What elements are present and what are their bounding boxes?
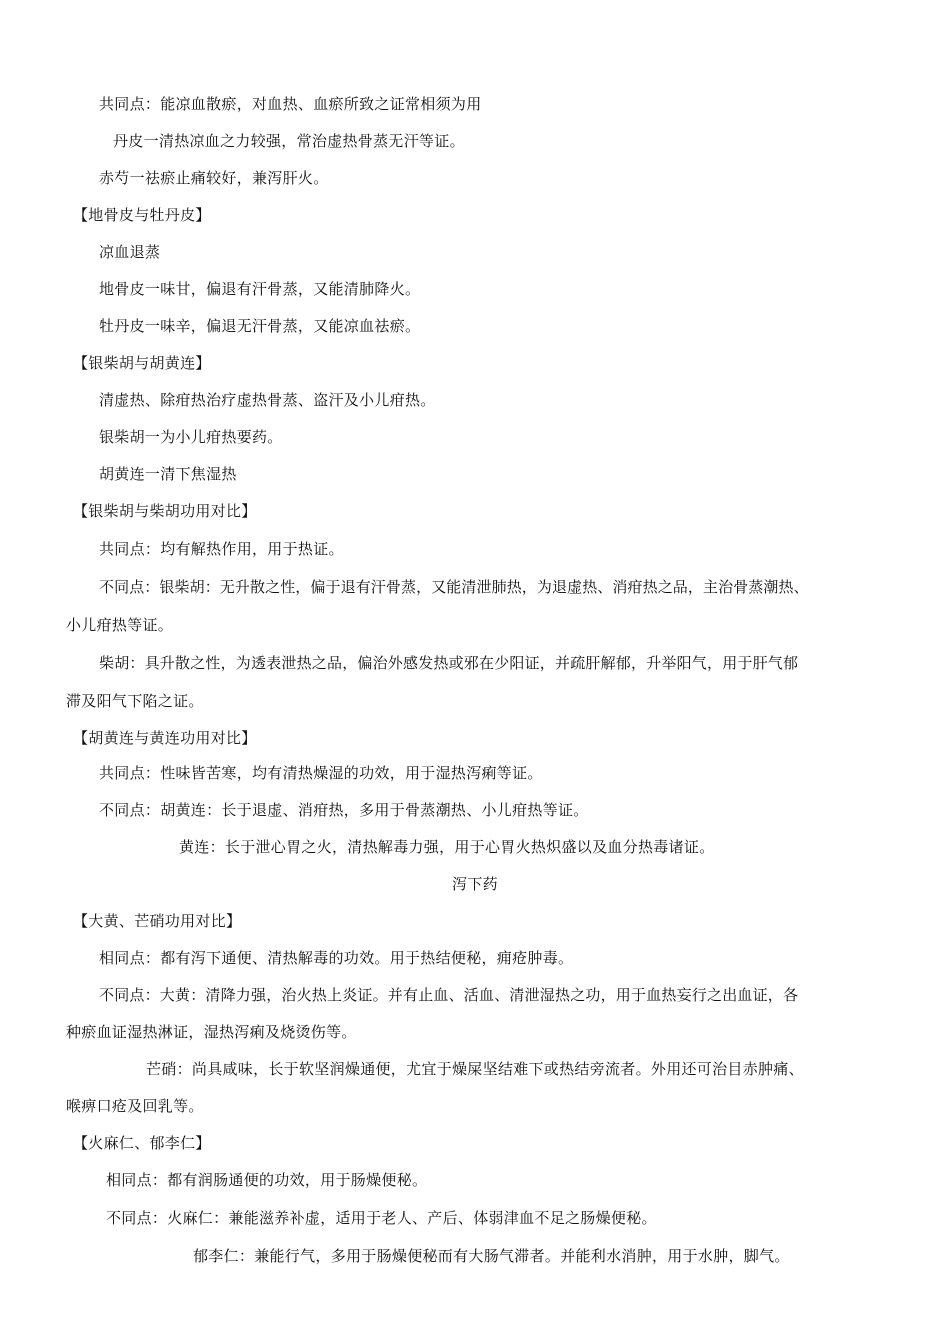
text-line: 喉痹口疮及回乳等。	[66, 1097, 204, 1115]
text-line: 赤芍一祛瘀止痛较好，兼泻肝火。	[99, 169, 329, 187]
text-line: 共同点：均有解热作用，用于热证。	[99, 540, 344, 558]
text-line: 不同点：火麻仁：兼能滋养补虚，适用于老人、产后、体弱津血不足之肠燥便秘。	[106, 1209, 657, 1227]
text-line: 银柴胡一为小儿疳热要药。	[99, 428, 283, 446]
section-heading: 【银柴胡与柴胡功用对比】	[73, 502, 257, 520]
text-line: 黄连：长于泄心胃之火，清热解毒力强，用于心胃火热炽盛以及血分热毒诸证。	[179, 838, 715, 856]
text-line: 凉血退蒸	[99, 243, 161, 261]
text-line: 地骨皮一味甘，偏退有汗骨蒸，又能清肺降火。	[99, 280, 421, 298]
text-line: 种瘀血证湿热淋证，湿热泻痢及烧烫伤等。	[66, 1023, 357, 1041]
section-heading: 【地骨皮与牡丹皮】	[73, 206, 211, 224]
text-line: 共同点：性味皆苦寒，均有清热燥湿的功效，用于湿热泻痢等证。	[99, 764, 543, 782]
text-line: 不同点：胡黄连：长于退虚、消疳热，多用于骨蒸潮热、小儿疳热等证。	[99, 801, 589, 819]
text-line: 丹皮一清热凉血之力较强，常治虚热骨蒸无汗等证。	[113, 132, 465, 150]
text-line: 不同点：银柴胡：无升散之性，偏于退有汗骨蒸，又能清泄肺热，为退虚热、消疳热之品，主治骨蒸潮热、	[99, 578, 809, 596]
text-line: 郁李仁：兼能行气，多用于肠燥便秘而有大肠气滞者。并能利水消肿，用于水肿，脚气。	[193, 1247, 790, 1265]
chapter-title: 泻下药	[452, 875, 498, 893]
text-line: 相同点：都有泻下通便、清热解毒的功效。用于热结便秘，痈疮肿毒。	[99, 949, 574, 967]
text-line: 芒硝：尚具咸味，长于软坚润燥通便，尤宜于燥屎坚结难下或热结旁流者。外用还可治目赤肿痛、	[146, 1060, 804, 1078]
text-line: 胡黄连一清下焦湿热	[99, 465, 237, 483]
text-line: 滞及阳气下陷之证。	[66, 692, 204, 710]
text-line: 共同点：能凉血散瘀，对血热、血瘀所致之证常相须为用	[99, 95, 482, 113]
text-line: 相同点：都有润肠通便的功效，用于肠燥便秘。	[106, 1171, 428, 1189]
section-heading: 【胡黄连与黄连功用对比】	[73, 729, 257, 747]
text-line: 牡丹皮一味辛，偏退无汗骨蒸，又能凉血祛瘀。	[99, 317, 421, 335]
section-heading: 【银柴胡与胡黄连】	[73, 354, 211, 372]
section-heading: 【大黄、芒硝功用对比】	[73, 912, 242, 930]
text-line: 柴胡：具升散之性，为透表泄热之品，偏治外感发热或邪在少阳证，并疏肝解郁，升举阳气，用于肝气郁	[99, 654, 799, 672]
text-line: 不同点：大黄：清降力强，治火热上炎证。并有止血、活血、清泄湿热之功，用于血热妄行之出血证，各	[99, 986, 799, 1004]
text-line: 清虚热、除疳热治疗虚热骨蒸、盗汗及小儿疳热。	[99, 391, 436, 409]
text-line: 小儿疳热等证。	[66, 616, 174, 634]
section-heading: 【火麻仁、郁李仁】	[73, 1134, 211, 1152]
